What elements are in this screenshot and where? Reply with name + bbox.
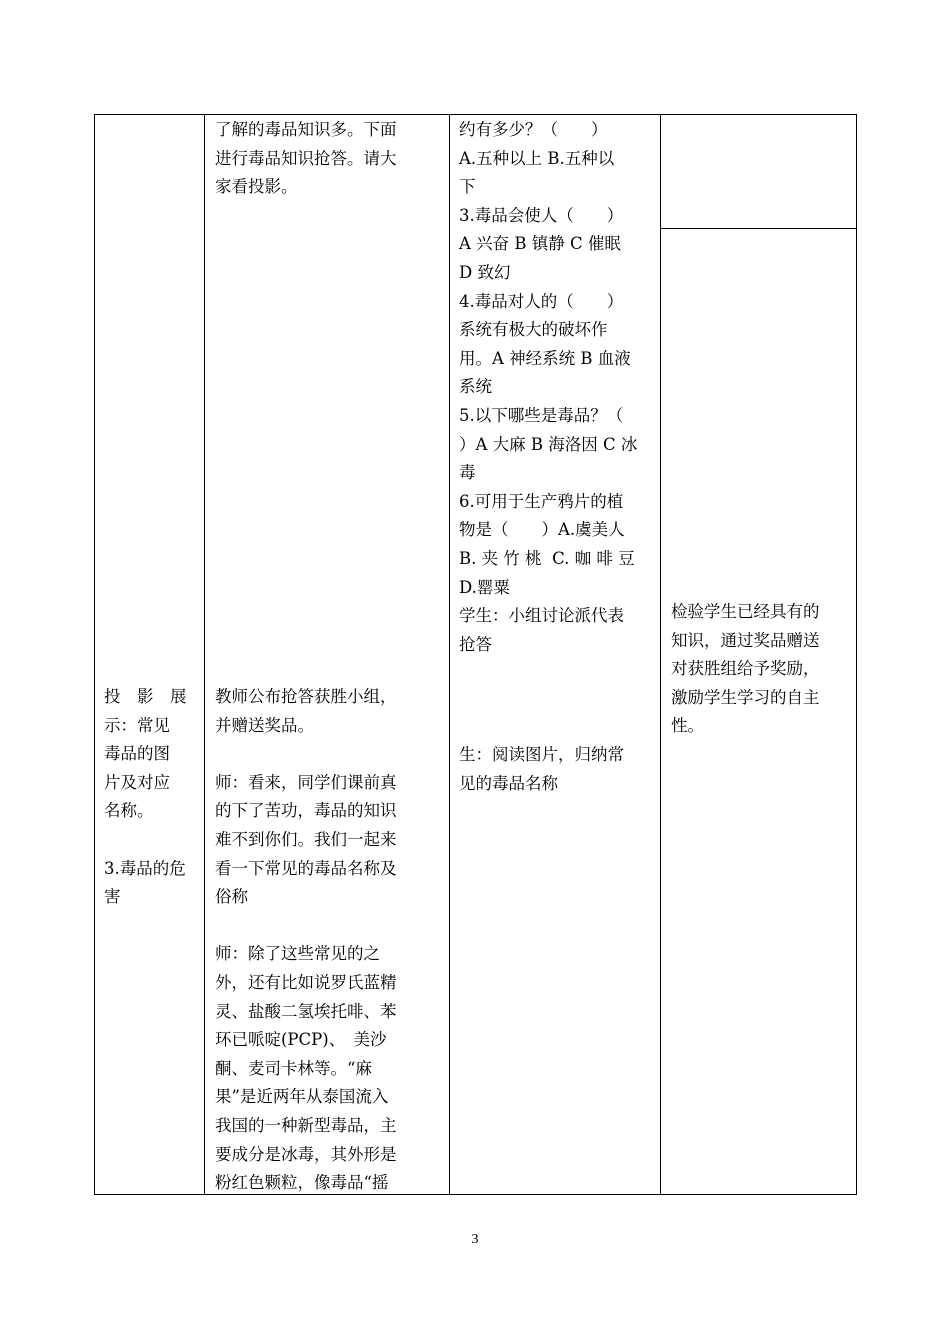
col3-line: 抢答: [459, 634, 492, 654]
col3-line: 约有多少？（ ）: [459, 120, 608, 139]
col1-line: 名称。: [104, 801, 154, 821]
col3-student-top-cell: [459, 116, 657, 659]
col4-line: 检验学生已经具有的: [671, 602, 820, 621]
col2-line: 了解的毒品知识多。下面: [215, 120, 397, 139]
col3-line: A 兴奋 B 镇静 C 催眠: [459, 234, 621, 254]
table-top-border: [94, 114, 857, 115]
col3-line: ）A 大麻 B 海洛因 C 冰: [459, 434, 638, 454]
col2-teacher-bottom-cell: [215, 683, 447, 1198]
col2-line: 的下了苦功，毒品的知识: [215, 801, 397, 821]
col3-line: 见的毒品名称: [459, 773, 558, 793]
col2-line: 外，还有比如说罗氏蓝精: [215, 972, 397, 992]
col2-line: 粉红色颗粒，像毒品“摇: [215, 1173, 389, 1193]
col4-row-divider: [660, 228, 857, 229]
col1-activity-cell: [104, 683, 200, 912]
col3-line: 6.可用于生产鸦片的植: [459, 491, 624, 511]
col3-line: D.罂粟: [459, 577, 510, 597]
col2-line: 看一下常见的毒品名称及: [215, 858, 397, 878]
col2-blank-line: [215, 912, 447, 941]
col-divider-2: [449, 114, 450, 1195]
col2-line: 灵、盐酸二氢埃托啡、苯: [215, 1001, 397, 1021]
col3-line: A.五种以上 B.五种以: [459, 148, 615, 168]
col3-line: 5.以下哪些是毒品？（: [459, 405, 624, 425]
col2-line: 酮、麦司卡林等。“麻: [215, 1058, 372, 1078]
col3-line: 学生：小组讨论派代表: [459, 606, 624, 626]
col3-line: 4.毒品对人的（ ）: [459, 291, 624, 311]
col4-line: 对获胜组给予奖励，: [671, 659, 820, 679]
table-right-border: [856, 114, 857, 1195]
table-left-border: [94, 114, 95, 1195]
col3-line: 系统有极大的破坏作: [459, 320, 608, 340]
col2-line: 教师公布抢答获胜小组，: [215, 687, 397, 706]
col-divider-1: [204, 114, 205, 1195]
col2-teacher-top-cell: [215, 116, 447, 202]
col1-line: 3.毒品的危: [104, 858, 186, 878]
col3-line: 下: [459, 177, 476, 197]
page-number: 3: [471, 1232, 479, 1247]
col3-line: B. 夹 竹 桃 C. 咖 啡 豆: [459, 548, 635, 568]
col2-line: 师：除了这些常见的之: [215, 944, 380, 964]
col2-line: 果”是近两年从泰国流入: [215, 1087, 389, 1107]
col3-line: D 致幻: [459, 262, 511, 282]
col2-line: 俗称: [215, 887, 248, 907]
col3-line: 生：阅读图片，归纳常: [459, 745, 624, 764]
col2-line: 家看投影。: [215, 177, 298, 197]
table-bottom-border: [94, 1194, 857, 1195]
col2-line: 进行毒品知识抢答。请大: [215, 148, 397, 168]
col2-blank-line: [215, 740, 447, 769]
col-divider-3: [660, 114, 661, 1195]
col3-line: 毒: [459, 463, 476, 483]
col1-line: 投 影 展: [104, 687, 187, 706]
col2-line: 要成分是冰毒，其外形是: [215, 1144, 397, 1164]
col4-line: 知识，通过奖品赠送: [671, 630, 820, 650]
col2-line: 难不到你们。我们一起来: [215, 829, 397, 849]
col2-line: 环已哌啶(PCP)、 美沙: [215, 1030, 387, 1050]
col2-line: 我国的一种新型毒品，主: [215, 1115, 397, 1135]
col3-student-bottom-cell: [459, 741, 657, 798]
col3-line: 3.毒品会使人（ ）: [459, 205, 624, 225]
col4-line: 激励学生学习的自主: [671, 687, 820, 707]
col1-blank-line: [104, 826, 200, 855]
col3-line: 用。A 神经系统 B 血液: [459, 348, 631, 368]
col1-line: 害: [104, 887, 121, 907]
col4-line: 性。: [671, 716, 704, 736]
col2-line: 并赠送奖品。: [215, 715, 314, 735]
col3-line: 物是（ ）A.虞美人: [459, 520, 625, 540]
col1-line: 毒品的图: [104, 744, 170, 764]
col1-line: 片及对应: [104, 772, 170, 792]
col1-line: 示：常见: [104, 715, 170, 735]
col3-line: 系统: [459, 377, 492, 397]
col4-intent-cell: [671, 598, 853, 741]
col2-line: 师：看来，同学们课前真: [215, 772, 397, 792]
